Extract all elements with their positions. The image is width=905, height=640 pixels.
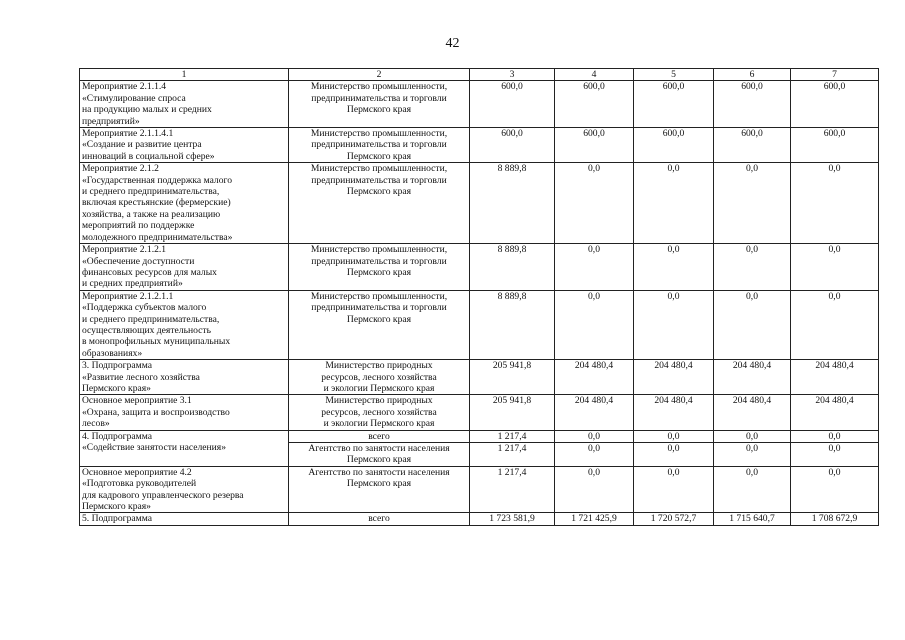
value-cell: 204 480,4 xyxy=(634,360,714,395)
executor: Министерство промышленности, предпринимательства и торговли Пермского края xyxy=(289,244,470,291)
value-cell: 0,0 xyxy=(555,443,634,467)
value-cell: 204 480,4 xyxy=(714,395,791,430)
executor: Агентство по занятости населения Пермского края xyxy=(289,466,470,513)
value-cell: 600,0 xyxy=(555,128,634,163)
value-cell: 204 480,4 xyxy=(634,395,714,430)
table-row xyxy=(80,360,879,395)
value-cell: 1 720 572,7 xyxy=(634,513,714,525)
header-cell: 3 xyxy=(470,69,555,81)
table-row xyxy=(80,244,879,291)
table-row xyxy=(80,395,879,430)
value-cell: 600,0 xyxy=(555,81,634,128)
value-cell: 0,0 xyxy=(714,430,791,442)
header-cell: 5 xyxy=(634,69,714,81)
value-cell: 8 889,8 xyxy=(470,290,555,359)
value-cell: 0,0 xyxy=(714,244,791,291)
table-row xyxy=(80,513,879,525)
table-row xyxy=(80,81,879,128)
value-cell: 1 217,4 xyxy=(470,466,555,513)
measure-name: 3. Подпрограмма «Развитие лесного хозяйства Пермского края» xyxy=(80,360,289,395)
value-cell: 1 708 672,9 xyxy=(791,513,879,525)
executor: Агентство по занятости населения Пермского края xyxy=(289,443,470,467)
table-row xyxy=(80,430,879,442)
value-cell: 0,0 xyxy=(634,290,714,359)
executor: Министерство промышленности, предпринимательства и торговли Пермского края xyxy=(289,128,470,163)
value-cell: 0,0 xyxy=(634,443,714,467)
measure-name: Мероприятие 2.1.2.1 «Обеспечение доступности финансовых ресурсов для малых и средних предприятий» xyxy=(80,244,289,291)
executor: всего xyxy=(289,430,470,442)
value-cell: 0,0 xyxy=(791,163,879,244)
value-cell: 0,0 xyxy=(634,244,714,291)
value-cell: 600,0 xyxy=(470,81,555,128)
value-cell: 0,0 xyxy=(714,163,791,244)
measure-name: Мероприятие 2.1.1.4 «Стимулирование спроса на продукцию малых и средних предприятий» xyxy=(80,81,289,128)
header-cell: 1 xyxy=(80,69,289,81)
value-cell: 0,0 xyxy=(634,430,714,442)
value-cell: 600,0 xyxy=(791,81,879,128)
value-cell: 0,0 xyxy=(791,466,879,513)
value-cell: 0,0 xyxy=(555,430,634,442)
page-number: 42 xyxy=(445,36,460,51)
value-cell: 1 723 581,9 xyxy=(470,513,555,525)
value-cell: 204 480,4 xyxy=(791,360,879,395)
executor: Министерство промышленности, предпринимательства и торговли Пермского края xyxy=(289,163,470,244)
value-cell: 0,0 xyxy=(714,466,791,513)
value-cell: 205 941,8 xyxy=(470,395,555,430)
header-cell: 6 xyxy=(714,69,791,81)
header-cell: 4 xyxy=(555,69,634,81)
measure-name: 4. Подпрограмма «Содействие занятости населения» xyxy=(80,430,289,466)
executor: Министерство промышленности, предпринимательства и торговли Пермского края xyxy=(289,81,470,128)
measure-name: Мероприятие 2.1.2 «Государственная поддержка малого и среднего предпринимательства, включая крестьянские (фермерские) хозяйства, а также на реализацию мероприятий по поддержке молодежного предпринимательства» xyxy=(80,163,289,244)
table-row xyxy=(80,163,879,244)
value-cell: 600,0 xyxy=(470,128,555,163)
value-cell: 204 480,4 xyxy=(555,360,634,395)
header-cell: 2 xyxy=(289,69,470,81)
measure-name: Основное мероприятие 3.1 «Охрана, защита и воспроизводство лесов» xyxy=(80,395,289,430)
value-cell: 0,0 xyxy=(791,443,879,467)
table-row xyxy=(80,128,879,163)
measure-name: 5. Подпрограмма xyxy=(80,513,289,525)
value-cell: 0,0 xyxy=(555,466,634,513)
value-cell: 600,0 xyxy=(634,81,714,128)
value-cell: 0,0 xyxy=(555,163,634,244)
value-cell: 0,0 xyxy=(634,163,714,244)
value-cell: 0,0 xyxy=(555,244,634,291)
value-cell: 600,0 xyxy=(714,81,791,128)
value-cell: 1 217,4 xyxy=(470,443,555,467)
executor: Министерство природных ресурсов, лесного хозяйства и экологии Пермского края xyxy=(289,360,470,395)
value-cell: 0,0 xyxy=(791,290,879,359)
executor: Министерство природных ресурсов, лесного хозяйства и экологии Пермского края xyxy=(289,395,470,430)
table-row xyxy=(80,290,879,359)
value-cell: 8 889,8 xyxy=(470,163,555,244)
table-row xyxy=(80,466,879,513)
executor: Министерство промышленности, предпринимательства и торговли Пермского края xyxy=(289,290,470,359)
value-cell: 204 480,4 xyxy=(555,395,634,430)
value-cell: 0,0 xyxy=(714,443,791,467)
value-cell: 1 715 640,7 xyxy=(714,513,791,525)
value-cell: 1 217,4 xyxy=(470,430,555,442)
value-cell: 205 941,8 xyxy=(470,360,555,395)
value-cell: 8 889,8 xyxy=(470,244,555,291)
value-cell: 600,0 xyxy=(634,128,714,163)
value-cell: 204 480,4 xyxy=(714,360,791,395)
value-cell: 1 721 425,9 xyxy=(555,513,634,525)
measure-name: Мероприятие 2.1.1.4.1 «Создание и развитие центра инноваций в социальной сфере» xyxy=(80,128,289,163)
measure-name: Основное мероприятие 4.2 «Подготовка руководителей для кадрового управленческого резерва Пермского края» xyxy=(80,466,289,513)
executor: всего xyxy=(289,513,470,525)
header-row xyxy=(80,69,879,81)
value-cell: 0,0 xyxy=(714,290,791,359)
value-cell: 600,0 xyxy=(791,128,879,163)
value-cell: 600,0 xyxy=(714,128,791,163)
budget-table xyxy=(79,68,879,526)
header-cell: 7 xyxy=(791,69,879,81)
value-cell: 0,0 xyxy=(791,244,879,291)
value-cell: 0,0 xyxy=(791,430,879,442)
measure-name: Мероприятие 2.1.2.1.1 «Поддержка субъектов малого и среднего предпринимательства, осуществляющих деятельность в монопрофильных муниципальных образованиях» xyxy=(80,290,289,359)
value-cell: 0,0 xyxy=(555,290,634,359)
value-cell: 0,0 xyxy=(634,466,714,513)
value-cell: 204 480,4 xyxy=(791,395,879,430)
